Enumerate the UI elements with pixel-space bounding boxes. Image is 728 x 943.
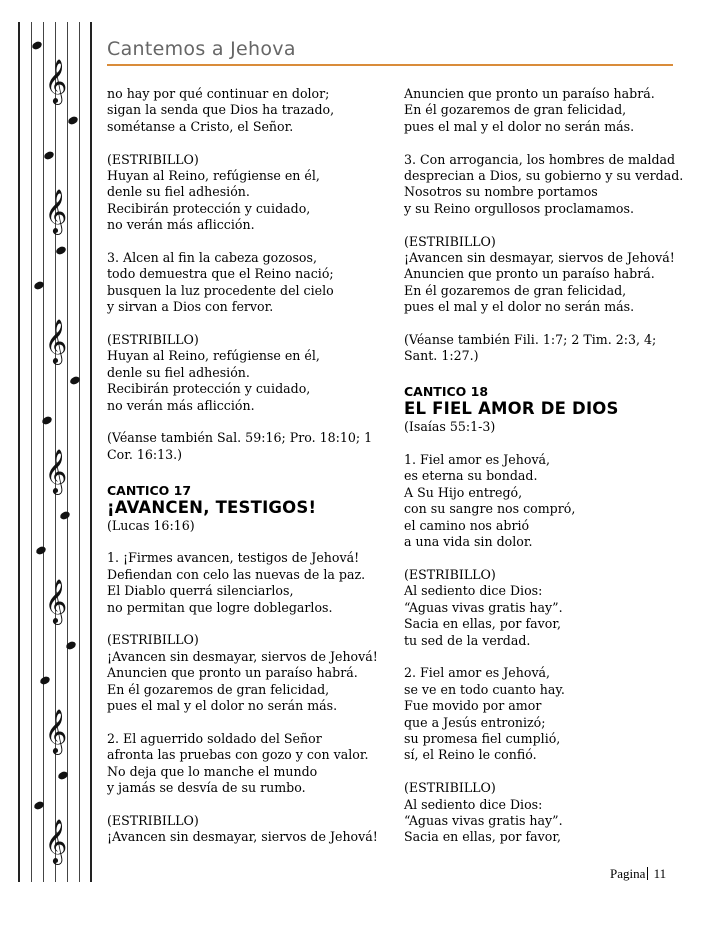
lyric-line: es eterna su bondad.: [404, 468, 538, 484]
lyric-line: Huyan al Reino, refúgiense en él,: [107, 168, 320, 184]
lyric-line: No deja que lo manche el mundo: [107, 763, 318, 779]
lyrics-block: [107, 250, 387, 316]
reference-line: (Véanse también Sal. 59:16; Pro. 18:10; 1: [107, 430, 373, 446]
reference-line: Cor. 16:13.): [107, 446, 183, 462]
lyric-line: denle su fiel adhesión.: [107, 364, 250, 380]
lyric-line: Defiendan con celo las nuevas de la paz.: [107, 566, 366, 582]
treble-clef-icon: 𝄞: [44, 709, 68, 753]
music-note-icon: [33, 800, 45, 811]
music-note-icon: [43, 150, 55, 161]
music-note-icon: [59, 510, 71, 521]
lyrics-block: [404, 452, 676, 550]
lyric-line: “Aguas vivas gratis hay”.: [404, 812, 563, 828]
lyric-line: desprecian a Dios, su gobierno y su verdad.: [404, 168, 684, 184]
lyric-line: Huyan al Reino, refúgiense en él,: [107, 348, 320, 364]
page-title: Cantemos a Jehova: [107, 38, 296, 60]
lyric-line: Anuncien que pronto un paraíso habrá.: [404, 266, 655, 282]
lyric-line: En él gozaremos de gran felicidad,: [404, 282, 627, 298]
scripture-references: [107, 430, 387, 463]
chorus-block: [404, 567, 676, 649]
lyric-line: afronta las pruebas con gozo y con valor.: [107, 747, 369, 763]
lyric-line: Sacia en ellas, por favor,: [404, 616, 561, 632]
left-column: [107, 86, 387, 846]
lyric-line: 1. ¡Firmes avancen, testigos de Jehová!: [107, 550, 360, 566]
music-note-icon: [57, 770, 69, 781]
right-column: [404, 86, 684, 846]
lyric-line: denle su fiel adhesión.: [107, 184, 250, 200]
lyric-line: Fue movido por amor: [404, 698, 542, 714]
lyric-line: (ESTRIBILLO): [107, 632, 199, 648]
lyric-line: (ESTRIBILLO): [107, 332, 199, 348]
lyric-line: y sirvan a Dios con fervor.: [107, 299, 274, 315]
lyric-line: 1. Fiel amor es Jehová,: [404, 452, 551, 468]
lyric-line: sométanse a Cristo, el Señor.: [107, 118, 294, 134]
lyric-line: el camino nos abrió: [404, 517, 530, 533]
lyric-line: tu sed de la verdad.: [404, 632, 531, 648]
reference-line: Sant. 1:27.): [404, 348, 479, 364]
chorus-block: [107, 632, 387, 714]
lyric-line: a una vida sin dolor.: [404, 534, 533, 550]
scripture-references: [404, 332, 676, 365]
lyric-line: y su Reino orgullosos proclamamos.: [404, 200, 634, 216]
music-note-icon: [39, 675, 51, 686]
chorus-block: [107, 152, 387, 234]
music-note-icon: [67, 115, 79, 126]
lyric-line: ¡Avancen sin desmayar, siervos de Jehová!: [404, 250, 675, 266]
reference-line: (Véanse también Fili. 1:7; 2 Tim. 2:3, 4;: [404, 332, 657, 348]
chorus-block: [404, 780, 676, 846]
song-title: EL FIEL AMOR DE DIOS: [404, 399, 619, 419]
lyric-line: En él gozaremos de gran felicidad,: [107, 681, 330, 697]
music-note-icon: [55, 245, 67, 256]
chorus-block: [107, 332, 387, 414]
page-number: 11: [653, 866, 667, 881]
song-reference: (Isaías 55:1-3): [404, 419, 496, 435]
song-number: CANTICO 18: [404, 384, 489, 400]
chorus-block: [107, 813, 387, 846]
song-heading: [107, 483, 387, 534]
lyric-line: no verán más aflicción.: [107, 397, 255, 413]
lyric-line: (ESTRIBILLO): [404, 566, 496, 582]
page-header: [107, 38, 673, 66]
lyric-line: 3. Alcen al fin la cabeza gozosos,: [107, 250, 317, 266]
song-number: CANTICO 17: [107, 482, 192, 498]
lyrics-block: [107, 550, 387, 616]
lyric-line: El Diablo querrá silenciarlos,: [107, 583, 294, 599]
lyric-line: (ESTRIBILLO): [404, 233, 496, 249]
lyric-line: sí, el Reino le confió.: [404, 747, 537, 763]
music-note-icon: [65, 640, 77, 651]
lyric-line: todo demuestra que el Reino nació;: [107, 266, 334, 282]
lyric-line: su promesa fiel cumplió,: [404, 730, 561, 746]
lyric-line: no hay por qué continuar en dolor;: [107, 86, 330, 101]
lyric-line: (ESTRIBILLO): [107, 812, 199, 828]
chorus-block: [404, 86, 676, 135]
music-note-icon: [31, 40, 43, 51]
treble-clef-icon: 𝄞: [44, 319, 68, 363]
song-heading: [404, 384, 676, 435]
song-title: ¡AVANCEN, TESTIGOS!: [107, 497, 317, 517]
lyric-line: se ve en todo cuanto hay.: [404, 681, 565, 697]
lyric-line: En él gozaremos de gran felicidad,: [404, 102, 627, 118]
lyric-line: ¡Avancen sin desmayar, siervos de Jehová!: [107, 829, 378, 845]
lyric-line: busquen la luz procedente del cielo: [107, 282, 334, 298]
lyric-line: sigan la senda que Dios ha trazado,: [107, 102, 335, 118]
lyric-line: 2. El aguerrido soldado del Señor: [107, 730, 322, 746]
lyric-line: con su sangre nos compró,: [404, 501, 576, 517]
music-note-icon: [33, 280, 45, 291]
lyric-line: 3. Con arrogancia, los hombres de maldad: [404, 151, 676, 167]
lyric-line: Anuncien que pronto un paraíso habrá.: [107, 665, 358, 681]
lyrics-block: [404, 665, 676, 763]
lyric-line: ¡Avancen sin desmayar, siervos de Jehová!: [107, 648, 378, 664]
lyric-line: pues el mal y el dolor no serán más.: [107, 698, 338, 714]
lyric-line: no verán más aflicción.: [107, 217, 255, 233]
lyric-line: “Aguas vivas gratis hay”.: [404, 599, 563, 615]
footer-divider: [647, 867, 648, 880]
lyric-line: (ESTRIBILLO): [404, 780, 496, 796]
treble-clef-icon: 𝄞: [44, 449, 68, 493]
lyric-line: Al sediento dice Dios:: [404, 583, 543, 599]
treble-clef-icon: 𝄞: [44, 579, 68, 623]
lyric-line: pues el mal y el dolor no serán más.: [404, 299, 635, 315]
lyrics-block: [107, 86, 387, 135]
lyric-line: pues el mal y el dolor no serán más.: [404, 118, 635, 134]
music-note-icon: [41, 415, 53, 426]
music-staff-decoration: [18, 22, 92, 882]
lyric-line: Nosotros su nombre portamos: [404, 184, 598, 200]
treble-clef-icon: 𝄞: [44, 59, 68, 103]
lyric-line: y jamás se desvía de su rumbo.: [107, 780, 306, 796]
lyric-line: Sacia en ellas, por favor,: [404, 829, 561, 845]
lyric-line: no permitan que logre doblegarlos.: [107, 599, 333, 615]
lyric-line: (ESTRIBILLO): [107, 151, 199, 167]
song-reference: (Lucas 16:16): [107, 517, 195, 533]
page-label: Pagina: [610, 866, 646, 881]
music-note-icon: [35, 545, 47, 556]
lyric-line: 2. Fiel amor es Jehová,: [404, 665, 551, 681]
page-footer: [610, 866, 666, 882]
music-note-icon: [69, 375, 81, 386]
lyric-line: Anuncien que pronto un paraíso habrá.: [404, 86, 655, 101]
lyric-line: Al sediento dice Dios:: [404, 796, 543, 812]
lyrics-block: [404, 151, 684, 218]
treble-clef-icon: 𝄞: [44, 819, 68, 863]
lyric-line: que a Jesús entronizó;: [404, 714, 546, 730]
lyrics-block: [107, 731, 387, 797]
treble-clef-icon: 𝄞: [44, 189, 68, 233]
lyric-line: Recibirán protección y cuidado,: [107, 381, 311, 397]
lyric-line: Recibirán protección y cuidado,: [107, 200, 311, 216]
chorus-block: [404, 234, 676, 316]
lyric-line: A Su Hijo entregó,: [404, 484, 523, 500]
